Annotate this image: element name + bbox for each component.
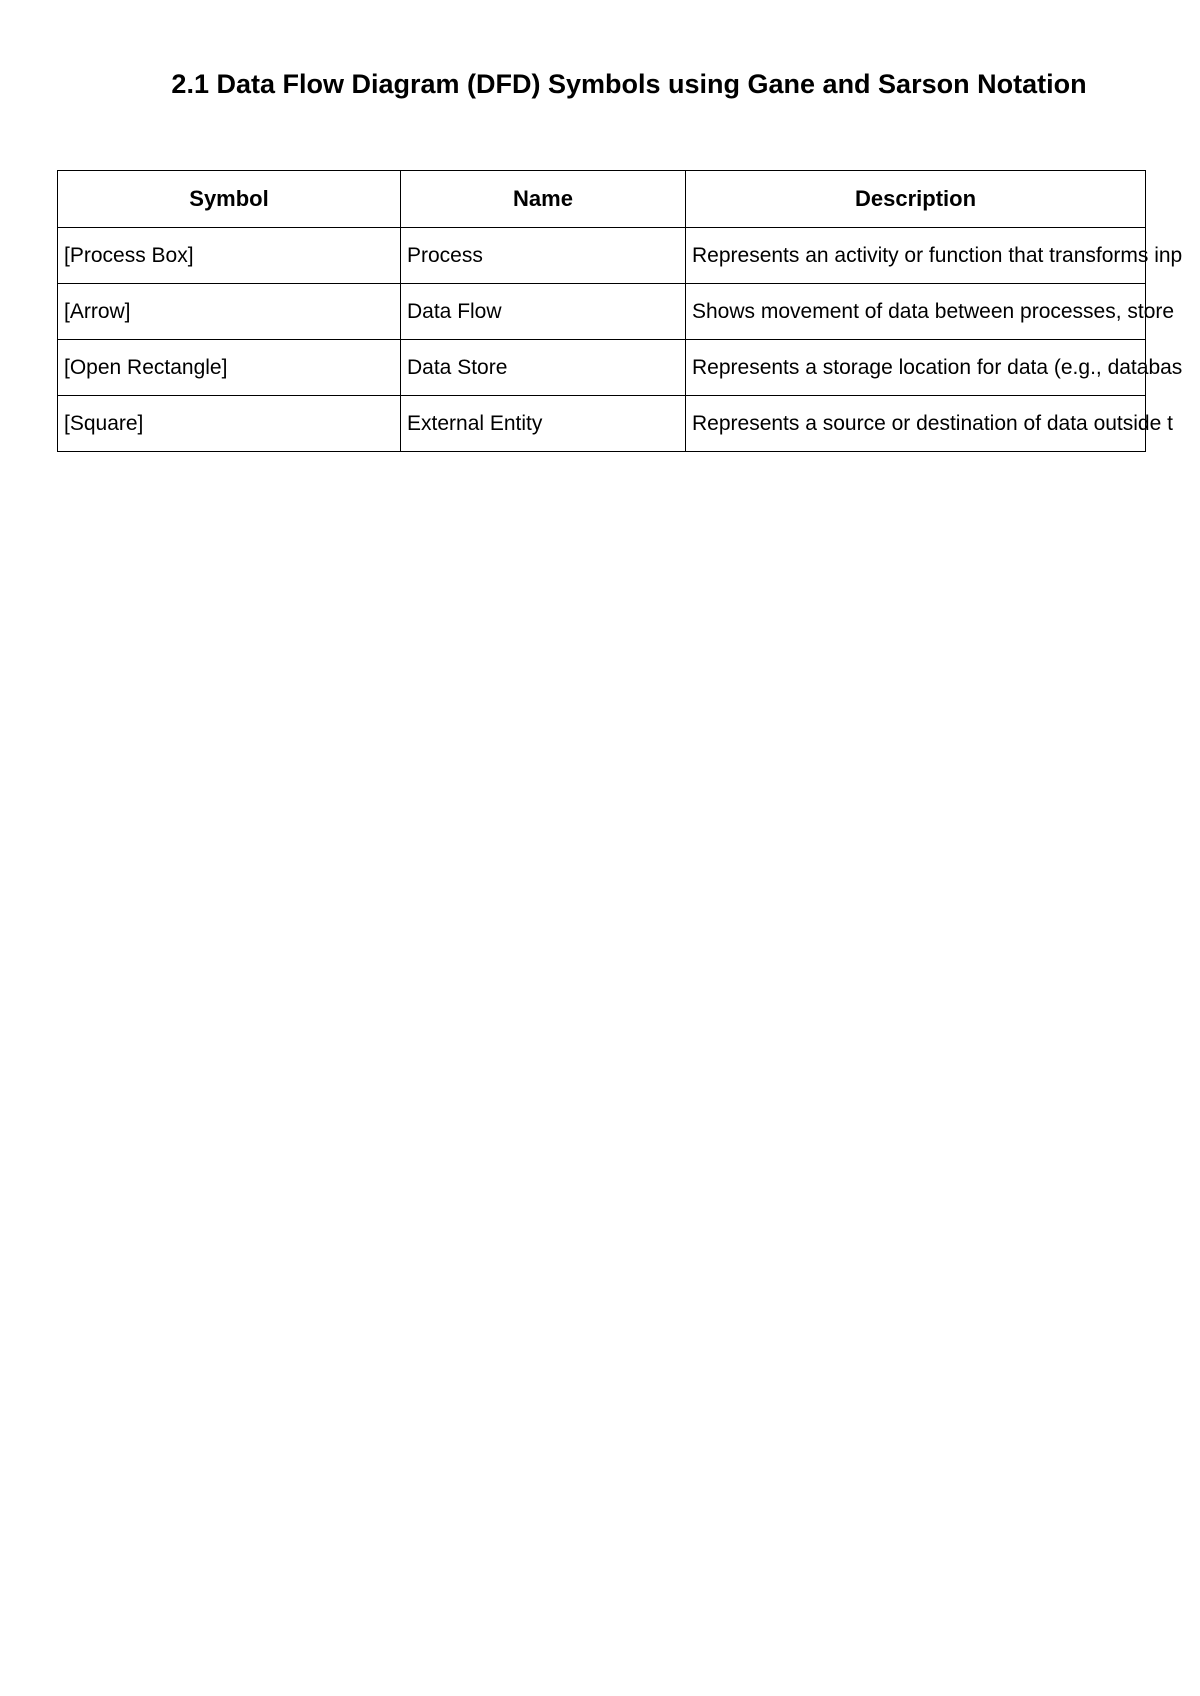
cell-symbol: [Square]: [58, 396, 401, 452]
description-text: Represents a storage location for data (e.g., databas: [692, 355, 1183, 379]
cell-description: [686, 396, 1173, 452]
cell-name: Process: [401, 228, 686, 284]
cell-symbol: [Open Rectangle]: [58, 340, 401, 396]
table-row: [58, 284, 1146, 340]
cell-description: [686, 228, 1183, 284]
description-text: Shows movement of data between processes, store: [692, 299, 1175, 323]
table-row: [58, 396, 1146, 452]
cell-name: Data Store: [401, 340, 686, 396]
cell-symbol: [Arrow]: [58, 284, 401, 340]
table-row: [58, 340, 1146, 396]
column-header-description: Description: [686, 171, 1146, 228]
cell-symbol: [Process Box]: [58, 228, 401, 284]
column-header-name: Name: [401, 171, 686, 228]
cell-name: External Entity: [401, 396, 686, 452]
cell-name: Data Flow: [401, 284, 686, 340]
description-text: Represents a source or destination of data outside t: [692, 411, 1173, 435]
column-header-symbol: Symbol: [58, 171, 401, 228]
table-row: [58, 228, 1146, 284]
page-title: 2.1 Data Flow Diagram (DFD) Symbols using Gane and Sarson Notation: [171, 69, 1087, 99]
cell-description: [686, 340, 1183, 396]
description-text: Represents an activity or function that transforms inp: [692, 243, 1183, 267]
cell-description: [686, 284, 1175, 340]
dfd-symbols-table: [57, 170, 1183, 452]
table-header-row: [58, 171, 1146, 228]
